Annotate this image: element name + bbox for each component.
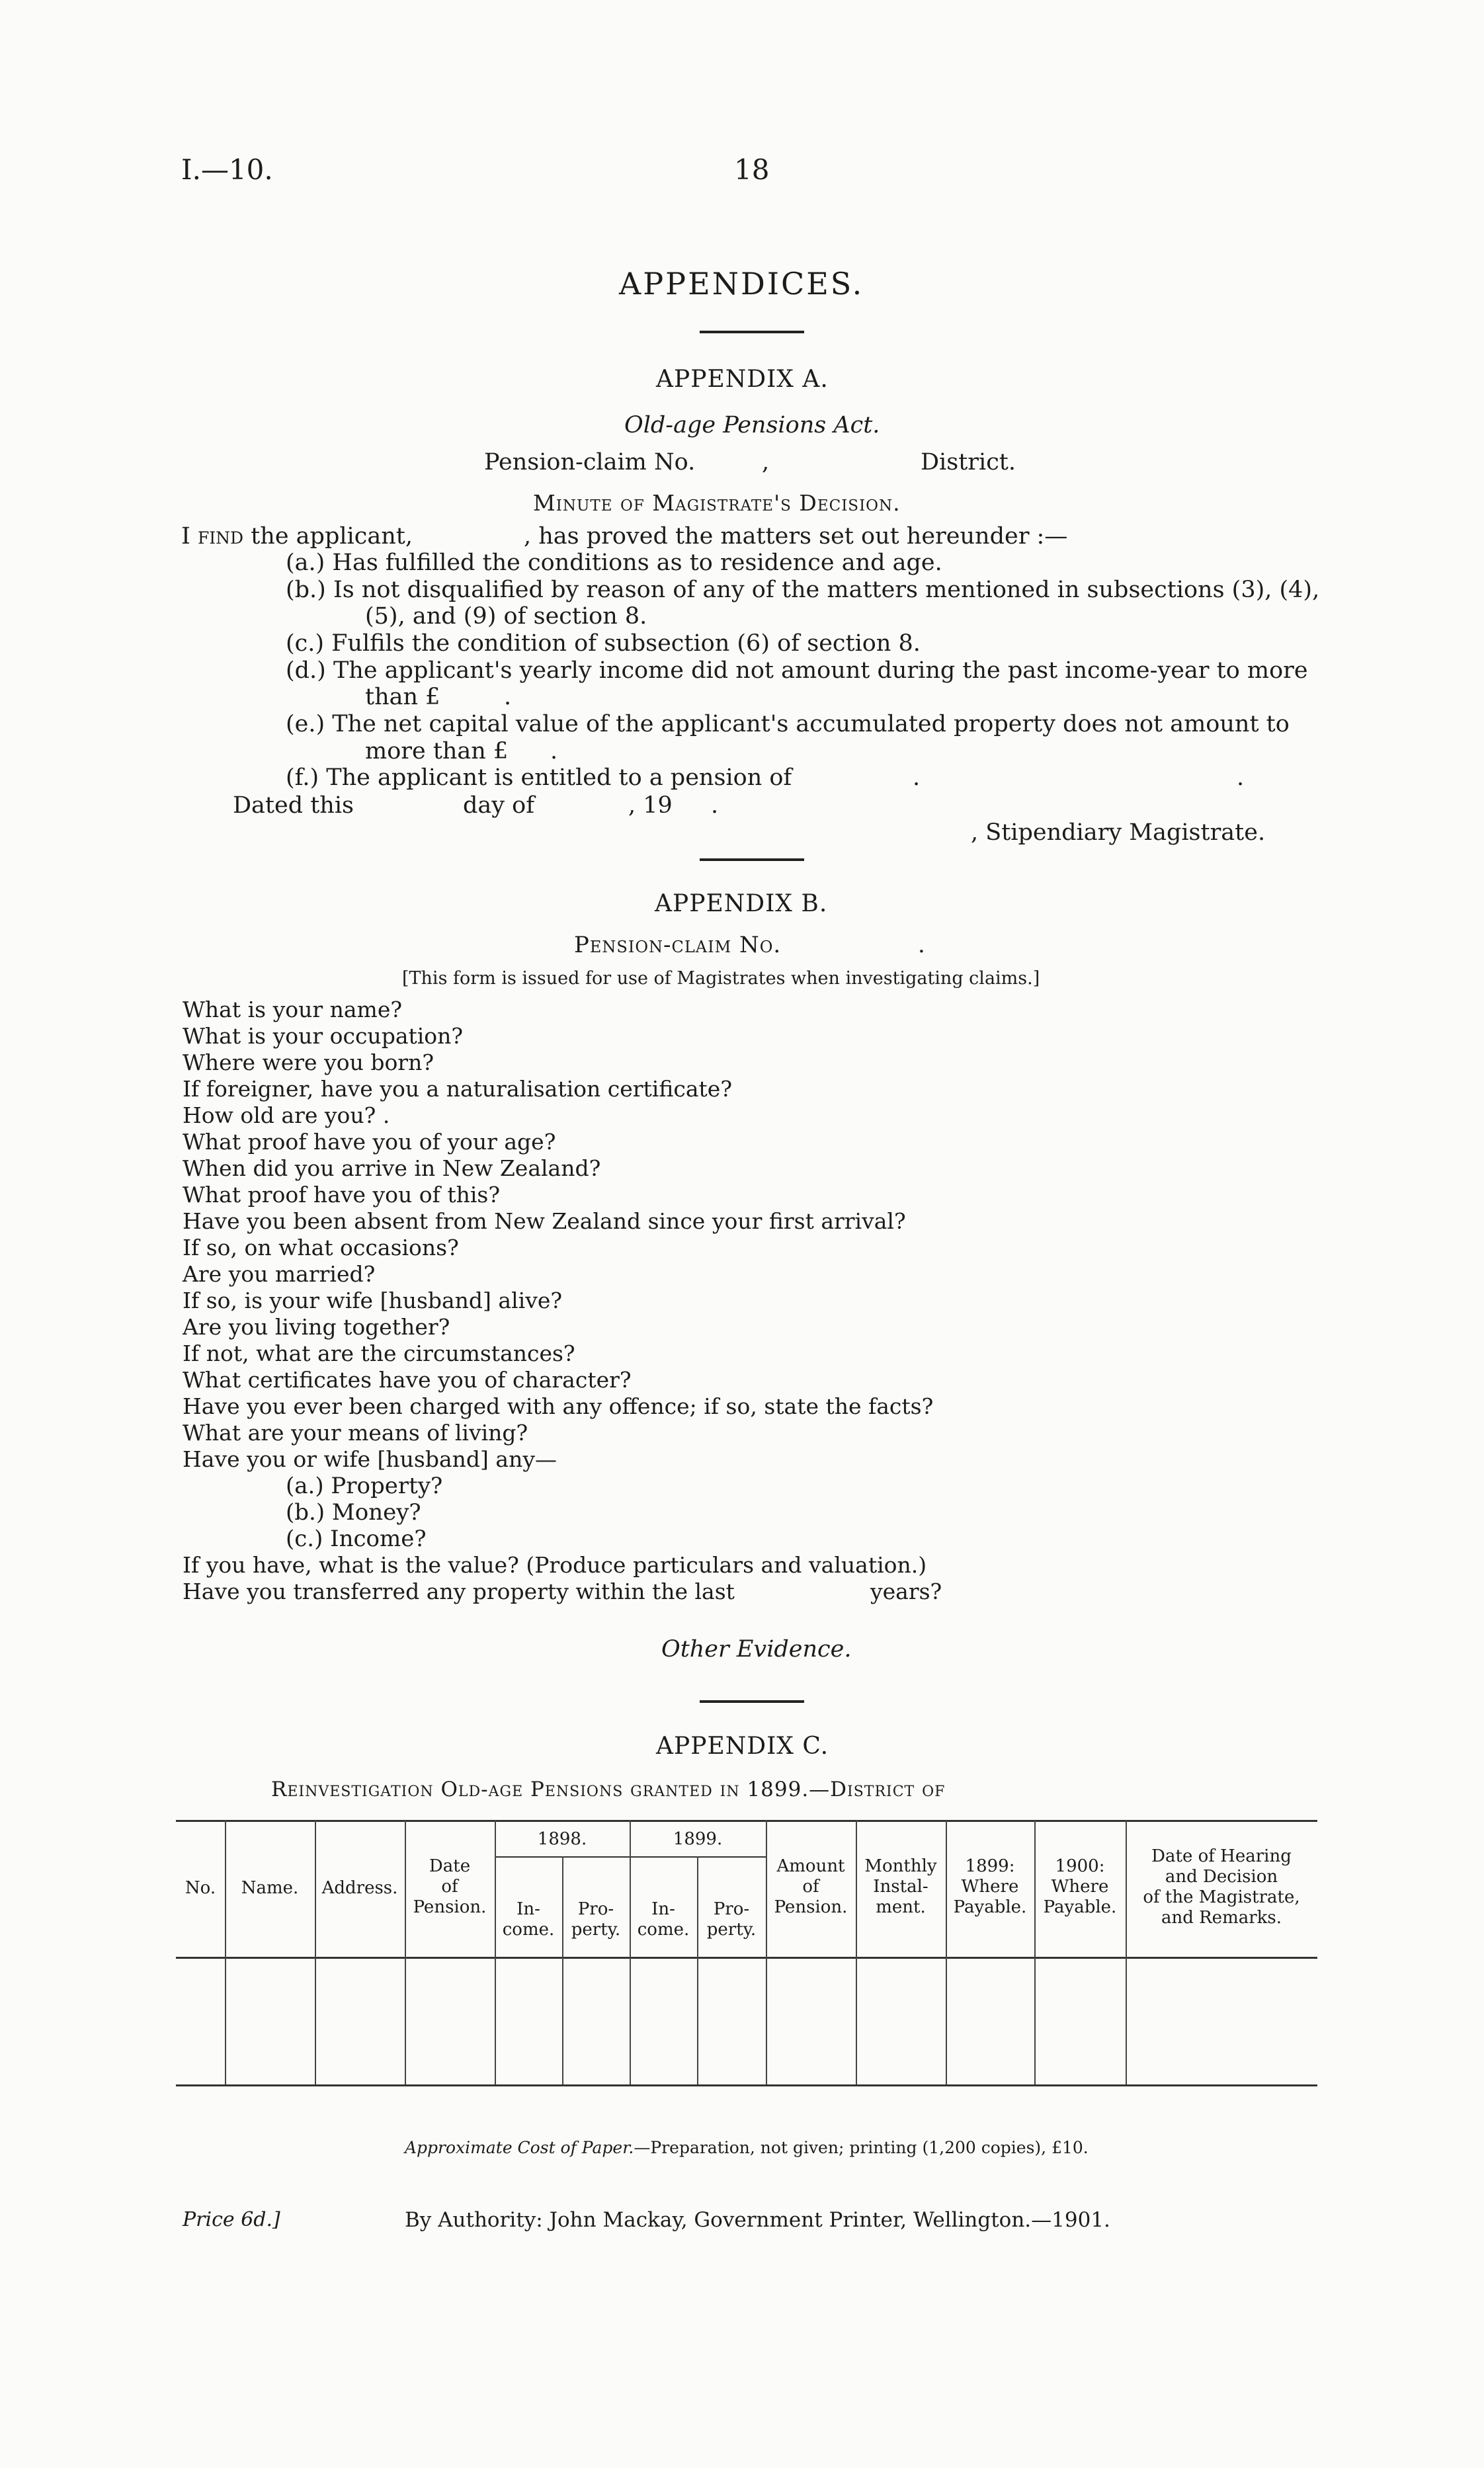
col-1899-where-payable: 1899: Where Payable. xyxy=(953,1856,1027,1917)
year-dot: . xyxy=(711,792,719,819)
appendix-a-heading: APPENDIX A. xyxy=(656,366,829,393)
divider xyxy=(700,858,804,861)
claim-line-right: District. xyxy=(921,449,1016,475)
year-prefix: , 19 xyxy=(628,792,673,819)
col-1899: 1899. xyxy=(673,1829,723,1849)
question: How old are you? . xyxy=(183,1102,390,1128)
sub-item-money: (b.) Money? xyxy=(286,1499,421,1526)
column-divider xyxy=(630,1820,631,2084)
table-bottom-rule xyxy=(176,2084,1317,2086)
item-b-line1: (b.) Is not disqualified by reason of any of the matters mentioned in subsections (3), (4), xyxy=(286,577,1320,603)
cost-label: Approximate Cost of Paper. xyxy=(405,2138,634,2157)
table-header-rule xyxy=(176,1957,1317,1959)
other-evidence: Other Evidence. xyxy=(661,1636,852,1663)
claim-line-comma: , xyxy=(762,449,770,475)
dated-this: Dated this xyxy=(233,792,354,819)
reinvestigation-table xyxy=(176,1820,1317,2088)
transfer-question-right: years? xyxy=(870,1579,942,1604)
column-divider xyxy=(562,1856,563,2084)
question: Are you living together? xyxy=(183,1314,450,1340)
item-f-dot-2: . xyxy=(1237,764,1245,791)
question: What is your name? xyxy=(183,997,403,1022)
question: When did you arrive in New Zealand? xyxy=(183,1155,601,1181)
sub-item-property: (a.) Property? xyxy=(286,1473,443,1499)
find-rest: , has proved the matters set out hereunder :— xyxy=(524,523,1068,550)
page-ref: I.—10. xyxy=(181,153,273,186)
page-number: 18 xyxy=(734,153,770,186)
question: If so, on what occasions? xyxy=(183,1235,459,1260)
col-no: No. xyxy=(185,1878,216,1898)
col-date-of-pension: Date of Pension. xyxy=(413,1856,487,1917)
col-hearing-remarks: Date of Hearing and Decision of the Magistrate, and Remarks. xyxy=(1143,1846,1300,1928)
question: Have you or wife [husband] any— xyxy=(183,1446,557,1472)
cost-of-paper-note xyxy=(405,2138,1089,2157)
col-1898-income: In- come. xyxy=(502,1899,555,1940)
appendix-c-heading: APPENDIX C. xyxy=(656,1733,829,1760)
price: Price 6d.] xyxy=(183,2208,280,2231)
col-monthly-instalment: Monthly Instal- ment. xyxy=(864,1856,937,1917)
cost-text: —Preparation, not given; printing (1,200 copies), £10. xyxy=(634,2138,1089,2157)
col-1898: 1898. xyxy=(537,1829,587,1849)
question: What certificates have you of character? xyxy=(183,1367,632,1393)
find-line xyxy=(181,523,413,550)
question: Where were you born? xyxy=(183,1049,434,1075)
page-title: APPENDICES. xyxy=(619,266,864,302)
col-1899-property: Pro- perty. xyxy=(706,1899,757,1940)
appendix-c-subtitle: Reinvestigation Old-age Pensions granted in 1899.—District of xyxy=(271,1778,946,1801)
question: If not, what are the circumstances? xyxy=(183,1340,575,1366)
table-top-rule xyxy=(176,1820,1317,1822)
question: What proof have you of your age? xyxy=(183,1129,556,1155)
question: What is your occupation? xyxy=(183,1023,464,1049)
day-of: day of xyxy=(463,792,535,819)
item-d-line2: than £ xyxy=(365,684,440,710)
question: Have you ever been charged with any offence; if so, state the facts? xyxy=(183,1393,934,1419)
item-f-dot-1: . xyxy=(913,764,921,791)
col-1900-where-payable: 1900: Where Payable. xyxy=(1043,1856,1117,1917)
form-note: [This form is issued for use of Magistrates when investigating claims.] xyxy=(402,968,1040,989)
minute-title: Minute of Magistrate's Decision. xyxy=(533,490,901,516)
col-address: Address. xyxy=(321,1878,398,1898)
item-c: (c.) Fulfils the condition of subsection (6) of section 8. xyxy=(286,630,921,657)
item-d-line1: (d.) The applicant's yearly income did not amount during the past income-year to more xyxy=(286,657,1308,684)
divider xyxy=(700,331,804,333)
appendix-b-heading: APPENDIX B. xyxy=(655,890,828,917)
item-e-line2: more than £ xyxy=(365,738,509,764)
question: Have you been absent from New Zealand since your first arrival? xyxy=(183,1208,906,1234)
sub-item-income: (c.) Income? xyxy=(286,1526,427,1552)
printer-authority: By Authority: John Mackay, Government Printer, Wellington.—1901. xyxy=(405,2208,1110,2232)
column-divider xyxy=(225,1820,226,2084)
item-f: (f.) The applicant is entitled to a pension of xyxy=(286,764,792,791)
column-divider xyxy=(315,1820,316,2084)
item-b-line2: (5), and (9) of section 8. xyxy=(365,603,647,630)
item-e-dot: . xyxy=(550,738,558,764)
find-middle: the applicant, xyxy=(251,523,413,550)
column-divider xyxy=(495,1820,496,2084)
magistrate-signature: , Stipendiary Magistrate. xyxy=(971,819,1266,846)
question: Are you married? xyxy=(183,1261,376,1287)
item-d-dot: . xyxy=(504,684,512,710)
column-divider xyxy=(697,1856,698,2084)
pension-claim-dot: . xyxy=(918,932,925,958)
divider xyxy=(700,1700,804,1703)
value-question: If you have, what is the value? (Produce particulars and valuation.) xyxy=(183,1552,927,1578)
transfer-question-left: Have you transferred any property within the last xyxy=(183,1579,735,1604)
pension-claim-heading: Pension-claim No. xyxy=(574,932,782,958)
col-1899-income: In- come. xyxy=(637,1899,690,1940)
question: If foreigner, have you a naturalisation certificate? xyxy=(183,1076,733,1102)
act-title: Old-age Pensions Act. xyxy=(624,412,880,438)
question: What proof have you of this? xyxy=(183,1182,501,1208)
question: If so, is your wife [husband] alive? xyxy=(183,1288,563,1313)
col-amount-of-pension: Amount of Pension. xyxy=(774,1856,848,1917)
col-name: Name. xyxy=(241,1878,299,1898)
item-e-line1: (e.) The net capital value of the applicant's accumulated property does not amount to xyxy=(286,711,1290,737)
question: What are your means of living? xyxy=(183,1420,528,1446)
item-a: (a.) Has fulfilled the conditions as to residence and age. xyxy=(286,550,942,576)
col-1898-property: Pro- perty. xyxy=(571,1899,621,1940)
claim-line-left: Pension-claim No. xyxy=(484,449,696,475)
find-prefix: I find xyxy=(181,523,244,550)
